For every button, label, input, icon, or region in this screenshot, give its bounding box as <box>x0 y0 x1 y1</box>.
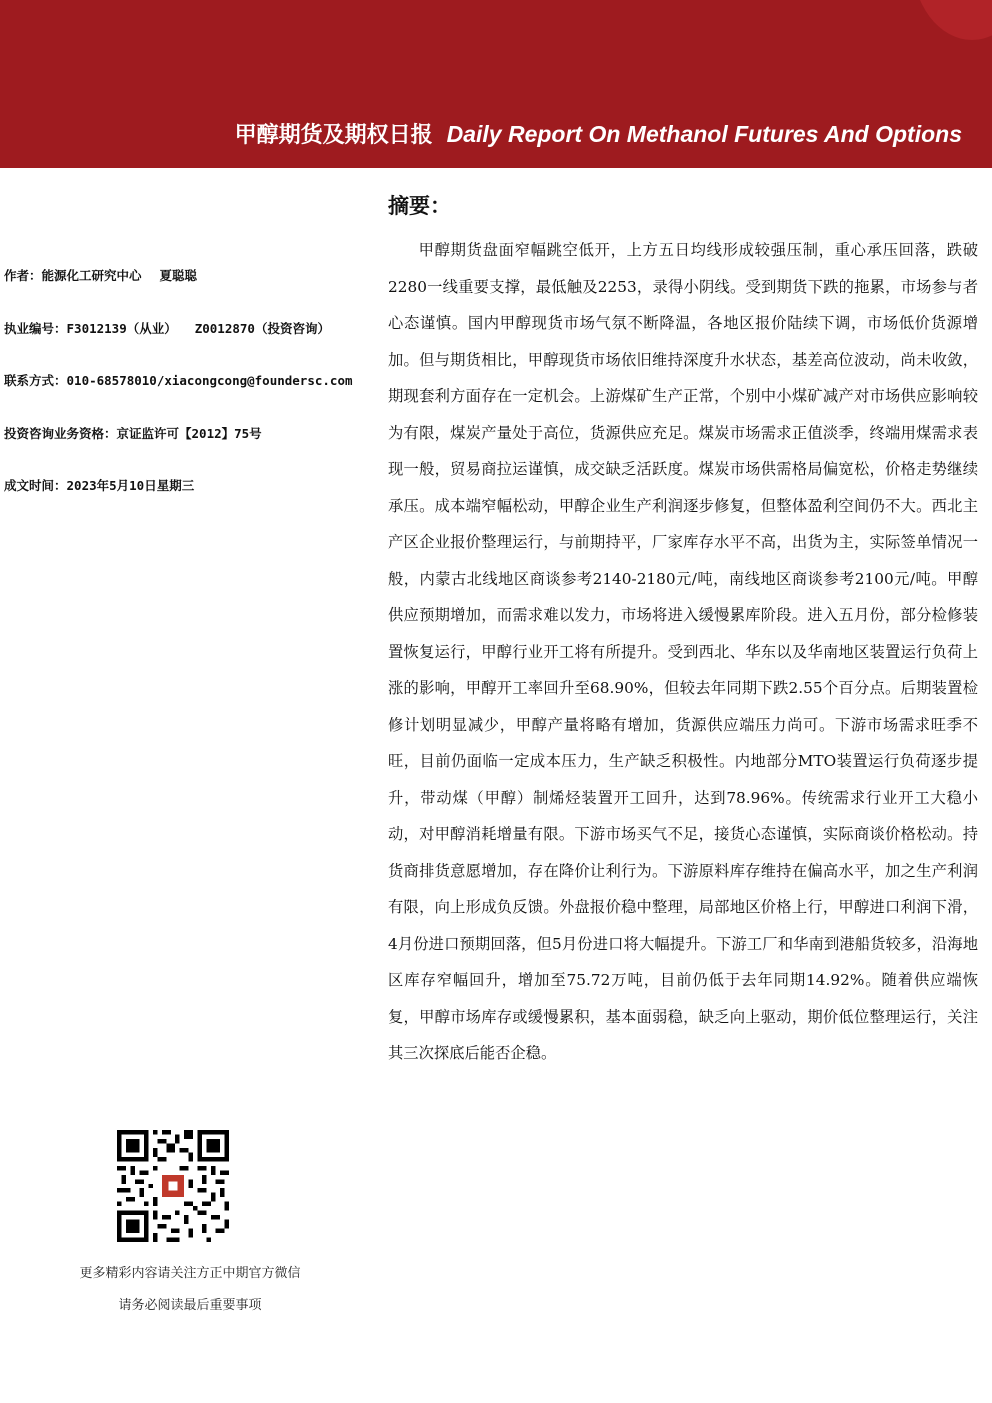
author-label: 作者： <box>4 268 42 283</box>
author-line <box>4 262 374 315</box>
qualification-line <box>4 420 374 473</box>
summary-body: 甲醇期货盘面窄幅跳空低开，上方五日均线形成较强压制，重心承压回落，跌破2280一线重要支撑，最低触及2253，录得小阴线。受到期货下跌的拖累，市场参与者心态谨慎。国内甲醇现货市场气氛不断降温，各地区报价陆续下调，市场低价货源增加。但与期货相比，甲醇现货市场依旧维持深度升水状态，基差高位波动，尚未收敛，期现套利方面存在一定机会。上游煤矿生产正常，个别中小煤矿减产对市场供应影响较为有限，煤炭产量处于高位，货源供应充足。煤炭市场需求正值淡季，终端用煤需求表现一般，贸易商拉运谨慎，成交缺乏活跃度。煤炭市场供需格局偏宽松，价格走势继续承压。成本端窄幅松动，甲醇企业生产利润逐步修复，但整体盈利空间仍不大。西北主产区企业报价整理运行，与前期持平，厂家库存水平不高，出货为主，实际签单情况一般，内蒙古北线地区商谈参考2140-2180元/吨，南线地区商谈参考2100元/吨。甲醇供应预期增加，而需求难以发力，市场将进入缓慢累库阶段。进入五月份，部分检修装置恢复运行，甲醇行业开工将有所提升。受到西北、华东以及华南地区装置运行负荷上涨的影响，甲醇开工率回升至68.90%，但较去年同期下跌2.55个百分点。后期装置检修计划明显减少，甲醇产量将略有增加，货源供应端压力尚可。下游市场需求旺季不旺，目前仍面临一定成本压力，生产缺乏积极性。内地部分MTO装置运行负荷逐步提升，带动煤（甲醇）制烯烃装置开工回升，达到78.96%。传统需求行业开工大稳小动，对甲醇消耗增量有限。下游市场买气不足，接货心态谨慎，实际商谈价格松动。持货商排货意愿增加，存在降价让利行为。下游原料库存维持在偏高水平，加之生产利润有限，向上形成负反馈。外盘报价稳中整理，局部地区价格上行，甲醇进口利润下滑，4月份进口预期回落，但5月份进口将大幅提升。下游工厂和华南到港船货较多，沿海地区库存窄幅回升，增加至75.72万吨，目前仍低于去年同期14.92%。随着供应端恢复，甲醇市场库存或缓慢累积，基本面弱稳，缺乏向上驱动，期价低位整理运行，关注其三次探底后能否企稳。 <box>388 241 978 1062</box>
license-practice: F3012139（从业） <box>66 320 177 336</box>
banner-decoration <box>912 0 992 40</box>
report-title <box>235 118 962 149</box>
date-value: 2023年5月10日星期三 <box>66 478 195 493</box>
date-label: 成文时间： <box>4 478 67 493</box>
license-label: 执业编号： <box>4 320 67 336</box>
report-title-cn: 甲醇期货及期权日报 <box>234 123 433 148</box>
header-banner <box>0 0 992 168</box>
contact-line <box>4 367 374 420</box>
important-notice-text: 请务必阅读最后重要事项 <box>118 1298 262 1313</box>
license-line <box>4 315 374 368</box>
license-consult: Z0012870（投资咨询） <box>194 320 330 336</box>
date-line <box>4 472 374 525</box>
summary-heading: 摘要： <box>388 194 451 218</box>
contact-label: 联系方式： <box>4 373 67 388</box>
author-name: 夏聪聪 <box>159 268 198 283</box>
report-meta <box>4 262 374 525</box>
contact-value[interactable]: 010-68578010/xiacongcong@foundersc.com <box>66 373 353 388</box>
qr-code-icon[interactable] <box>117 1130 229 1242</box>
qualification-value: 京证监许可【2012】75号 <box>116 425 262 441</box>
qualification-label: 投资咨询业务资格： <box>4 425 117 441</box>
author-org: 能源化工研究中心 <box>41 268 142 283</box>
wechat-follow-text: 更多精彩内容请关注方正中期官方微信 <box>79 1266 301 1281</box>
report-title-en: Daily Report On Methanol Futures And Options <box>446 121 962 147</box>
